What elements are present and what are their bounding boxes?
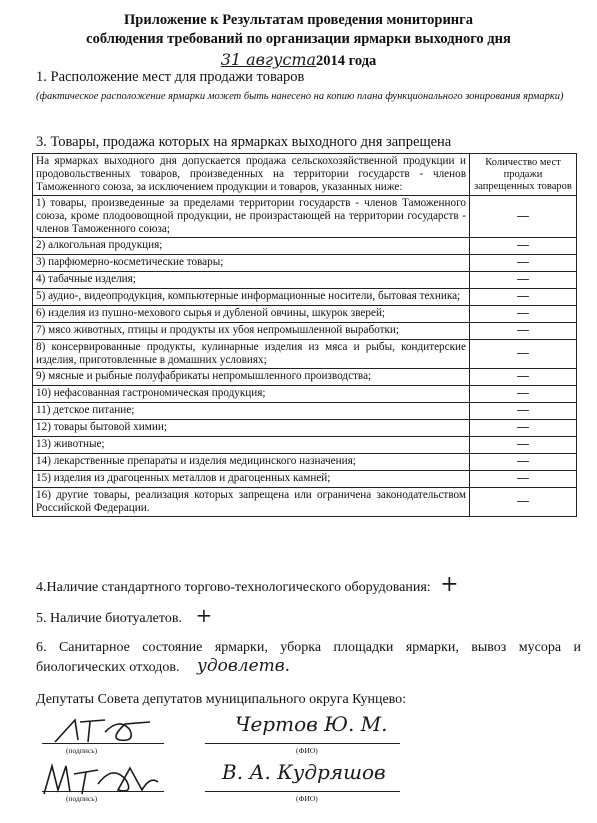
table-row: [33, 488, 577, 517]
goods-item-text: 16) другие товары, реализация которых запрещена или ограничена законодательством Российской Федерации.: [33, 488, 470, 517]
document-title-line2: соблюдения требований по организации ярмарки выходного дня: [86, 31, 511, 47]
caption-sign-2: (подпись): [66, 794, 98, 803]
table-row: [33, 255, 577, 272]
handwritten-dash: —: [516, 471, 530, 486]
signature-2: [38, 760, 163, 800]
goods-item-text: 13) животные;: [33, 437, 470, 454]
goods-item-text: 5) аудио-, видеопродукция, компьютерные информационные носители, бытовая техника;: [33, 289, 470, 306]
goods-item-count: [470, 289, 577, 306]
section5-label: 5. Наличие биотуалетов.: [36, 611, 182, 626]
goods-item-count: [470, 238, 577, 255]
document-date: [0, 50, 597, 70]
table-row: [33, 340, 577, 369]
handwritten-dash: —: [516, 420, 530, 435]
goods-item-count: [470, 196, 577, 238]
section4-line: [36, 572, 581, 597]
handwritten-dash: —: [516, 306, 530, 321]
goods-item-text: 4) табачные изделия;: [33, 272, 470, 289]
goods-item-text: 6) изделия из пушно-мехового сырья и дубленой овчины, шкурок зверей;: [33, 306, 470, 323]
table-row: [33, 403, 577, 420]
section4-value: +: [440, 572, 459, 597]
goods-item-text: 1) товары, произведенные за пределами территории государств - членов Таможенного союза, кроме плодоовощной продукции, не произрастающей на территории государств - членов Таможенного союза;: [33, 196, 470, 238]
table-row: [33, 420, 577, 437]
section4-label: 4.Наличие стандартного торгово-технологического оборудования:: [36, 580, 431, 595]
signature-line-1: [42, 743, 164, 744]
section1-heading: 1. Расположение мест для продажи товаров: [36, 69, 305, 85]
goods-item-text: 12) товары бытовой химии;: [33, 420, 470, 437]
handwritten-dash: —: [516, 403, 530, 418]
table-row: [33, 471, 577, 488]
handwritten-dash: —: [516, 289, 530, 304]
table-row: [33, 196, 577, 238]
date-year: 2014 года: [316, 53, 377, 69]
handwritten-dash: —: [516, 369, 530, 384]
table-header-count: Количество мест продажи запрещенных товаров: [470, 154, 577, 196]
goods-item-text: 9) мясные и рыбные полуфабрикаты непромышленного производства;: [33, 369, 470, 386]
table-header-row: [33, 154, 577, 196]
caption-sign-1: (подпись): [66, 746, 98, 755]
section6-value: удовлетв.: [197, 656, 291, 676]
handwritten-dash: —: [516, 346, 530, 361]
section5-line: [36, 603, 581, 627]
caption-name-1: (ФИО): [296, 746, 318, 755]
goods-item-text: 7) мясо животных, птицы и продукты их убоя непромышленной выработки;: [33, 323, 470, 340]
handwritten-dash: —: [516, 386, 530, 401]
table-row: [33, 323, 577, 340]
signature-line-2: [42, 791, 164, 792]
table-row: [33, 272, 577, 289]
handwritten-dash: —: [516, 255, 530, 270]
goods-item-count: [470, 323, 577, 340]
goods-item-count: [470, 471, 577, 488]
caption-name-2: (ФИО): [296, 794, 318, 803]
name-handwritten-1: Чертов Ю. М.: [235, 712, 388, 736]
deputies-heading: Депутаты Совета депутатов муниципального округа Кунцево:: [36, 692, 407, 707]
handwritten-dash: —: [516, 208, 530, 224]
goods-item-count: [470, 369, 577, 386]
table-header-text: На ярмарках выходного дня допускается продажа сельскохозяйственной продукции и продовольственных товаров, произведенных на территории государств - членов Таможенного союза, за исключением продукции и товаров, указанных ниже:: [33, 154, 470, 196]
name-handwritten-2: В. А. Кудряшов: [222, 760, 386, 784]
date-handwritten: 31 августа: [220, 50, 317, 69]
handwritten-dash: —: [516, 272, 530, 287]
handwritten-dash: —: [516, 494, 530, 509]
section5-value: +: [195, 603, 213, 627]
table-row: [33, 289, 577, 306]
goods-item-text: 15) изделия из драгоценных металлов и драгоценных камней;: [33, 471, 470, 488]
prohibited-goods-table: [32, 153, 577, 517]
goods-item-count: [470, 386, 577, 403]
table-row: [33, 454, 577, 471]
goods-item-count: [470, 255, 577, 272]
table-row: [33, 437, 577, 454]
section1-note: (фактическое расположение ярмарки может быть нанесено на копию плана функционального зонирования ярмарки): [36, 91, 564, 102]
handwritten-dash: —: [516, 238, 530, 253]
goods-item-count: [470, 420, 577, 437]
name-line-1: [205, 743, 400, 744]
section3-heading: 3. Товары, продажа которых на ярмарках выходного дня запрещена: [36, 134, 452, 150]
document-title-line1: Приложение к Результатам проведения мониторинга: [124, 12, 473, 28]
goods-item-count: [470, 306, 577, 323]
handwritten-dash: —: [516, 454, 530, 469]
goods-item-count: [470, 454, 577, 471]
goods-item-count: [470, 437, 577, 454]
goods-item-text: 2) алкогольная продукция;: [33, 238, 470, 255]
goods-item-text: 14) лекарственные препараты и изделия медицинского назначения;: [33, 454, 470, 471]
table-row: [33, 369, 577, 386]
goods-item-text: 10) нефасованная гастрономическая продукция;: [33, 386, 470, 403]
section6-line: [36, 639, 581, 677]
goods-item-text: 11) детское питание;: [33, 403, 470, 420]
table-row: [33, 306, 577, 323]
name-line-2: [205, 791, 400, 792]
goods-item-count: [470, 488, 577, 517]
handwritten-dash: —: [516, 323, 530, 338]
goods-item-text: 3) парфюмерно-косметические товары;: [33, 255, 470, 272]
goods-item-count: [470, 272, 577, 289]
handwritten-dash: —: [516, 437, 530, 452]
section6-label: 6. Санитарное состояние ярмарки, уборка площадки ярмарки, вывоз мусора и биологических отходов.: [36, 640, 581, 675]
goods-item-text: 8) консервированные продукты, кулинарные изделия из мяса и рыбы, кондитерские изделия, приготовленные в домашних условиях;: [33, 340, 470, 369]
table-row: [33, 238, 577, 255]
table-row: [33, 386, 577, 403]
goods-item-count: [470, 403, 577, 420]
goods-item-count: [470, 340, 577, 369]
